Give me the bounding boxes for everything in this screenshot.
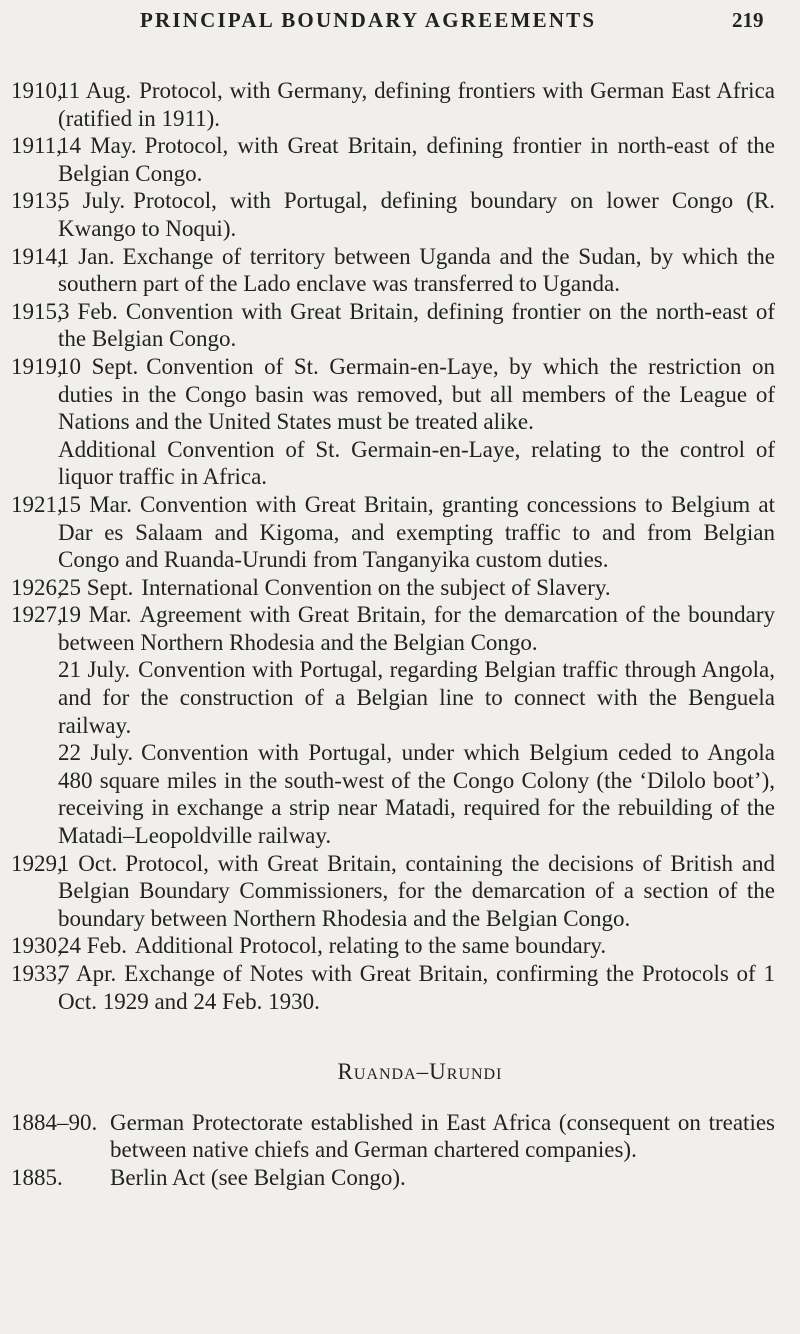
entry-year: 1915,: [11, 298, 63, 324]
entry-year: 1929,: [11, 850, 63, 876]
entry-date: 5 July.: [58, 188, 126, 214]
running-title: PRINCIPAL BOUNDARY AGREEMENTS: [140, 8, 597, 32]
entry: [0, 850, 800, 933]
entry: [0, 132, 800, 187]
entry-year: 1884–90.: [11, 1109, 98, 1135]
entry-additional-text: Additional Convention of St. Germain-en-Laye, relating to the control of liquor traffic in Africa.: [58, 436, 775, 490]
entry-text: Protocol, with Great Britain, containing the decisions of British and Belgian Boundary Commissioners, for the demarcation of a section of the boundary between Northern Rhodesia and the Belgian Congo.: [58, 850, 775, 931]
entry-year: 1927,: [11, 602, 63, 628]
entry-date: 21 July.: [58, 657, 131, 683]
entry-date: 1 Jan.: [58, 243, 115, 269]
entry-date: 14 May.: [58, 133, 137, 159]
entry: [0, 656, 800, 739]
entry-date: 15 Mar.: [58, 491, 133, 517]
entry-date: 10 Sept.: [58, 353, 139, 379]
page-number: 219: [732, 8, 764, 32]
entry: [0, 960, 800, 1015]
section-heading: Ruanda–Urundi: [337, 1059, 503, 1085]
entry-text: German Protectorate established in East Africa (consequent on treaties between native chiefs and German chartered companies).: [110, 1109, 775, 1163]
entry-text: Exchange of territory between Uganda and the Sudan, by which the southern part of the Lado enclave was transferred to Uganda.: [58, 243, 775, 297]
entry: [0, 353, 800, 491]
entry: [0, 932, 800, 960]
entry-text: Convention of St. Germain-en-Laye, by which the restriction on duties in the Congo basin was removed, but all members of the League of Nations and the United States must be treated alike.: [58, 353, 775, 435]
entry: [0, 491, 800, 574]
entry: [0, 77, 800, 132]
entry-date: 7 Apr.: [58, 961, 117, 986]
entry-date: 19 Mar.: [58, 602, 132, 628]
entry-year: 1910,: [11, 78, 63, 103]
entry-year: 1919,: [11, 353, 63, 379]
entry: [0, 739, 800, 849]
entry: [0, 298, 800, 353]
running-head: [0, 8, 800, 38]
entry-year: 1921,: [11, 491, 63, 517]
entry-text: Agreement with Great Britain, for the demarcation of the boundary between Northern Rhodesia and the Belgian Congo.: [58, 602, 775, 655]
entry-year: 1885.: [11, 1164, 63, 1190]
entry: [0, 1164, 800, 1192]
page-body: [0, 77, 800, 1192]
entry-text: Exchange of Notes with Great Britain, confirming the Protocols of 1 Oct. 1929 and 24 Feb. 1930.: [58, 961, 775, 1014]
entry-date: 3 Feb.: [58, 298, 118, 324]
entry-text: Convention with Portugal, under which Belgium ceded to Angola 480 square miles in the south-west of the Congo Colony (the ‘Dilolo boot’), receiving in exchange a strip near Matadi, required for the rebuilding of the Matadi–Leopoldville railway.: [58, 740, 775, 849]
entry-year: 1913,: [11, 188, 63, 214]
entry-text: Convention with Portugal, regarding Belgian traffic through Angola, and for the construction of a Belgian line to connect with the Benguela railway.: [58, 657, 775, 738]
entry-text: International Convention on the subject of Slavery.: [141, 574, 611, 600]
entry-year: 1933,: [11, 961, 63, 986]
entry: [0, 243, 800, 298]
entry-date: 1 Oct.: [58, 850, 118, 876]
entry: [0, 574, 800, 602]
entry-text: Protocol, with Great Britain, defining frontier in north-east of the Belgian Congo.: [58, 133, 775, 186]
entry: [0, 1109, 800, 1164]
entry-year: 1911,: [11, 133, 62, 159]
entry-date: 25 Sept.: [58, 574, 134, 600]
entry-year: 1926,: [11, 574, 63, 600]
entry-year: 1914,: [11, 243, 63, 269]
entry-text: Protocol, with Portugal, defining boundary on lower Congo (R. Kwango to Noqui).: [58, 188, 775, 241]
entry-date: 24 Feb.: [58, 933, 127, 959]
entry-year: 1930,: [11, 933, 63, 959]
entry-text: Convention with Great Britain, granting concessions to Belgium at Dar es Salaam and Kigoma, and exempting traffic to and from Belgian Congo and Ruanda-Urundi from Tanganyika custom duties.: [58, 491, 775, 573]
entry-text: Berlin Act (see Belgian Congo).: [110, 1164, 406, 1190]
entry-text: Convention with Great Britain, defining frontier on the north-east of the Belgian Congo.: [58, 298, 776, 352]
entry: [0, 187, 800, 242]
entry-text: Protocol, with Germany, defining frontiers with German East Africa (ratified in 1911).: [58, 78, 775, 131]
entry-date: 11 Aug.: [58, 78, 132, 103]
entry-text: Additional Protocol, relating to the same boundary.: [135, 933, 607, 959]
entry-date: 22 July.: [58, 740, 134, 766]
entry: [0, 601, 800, 656]
